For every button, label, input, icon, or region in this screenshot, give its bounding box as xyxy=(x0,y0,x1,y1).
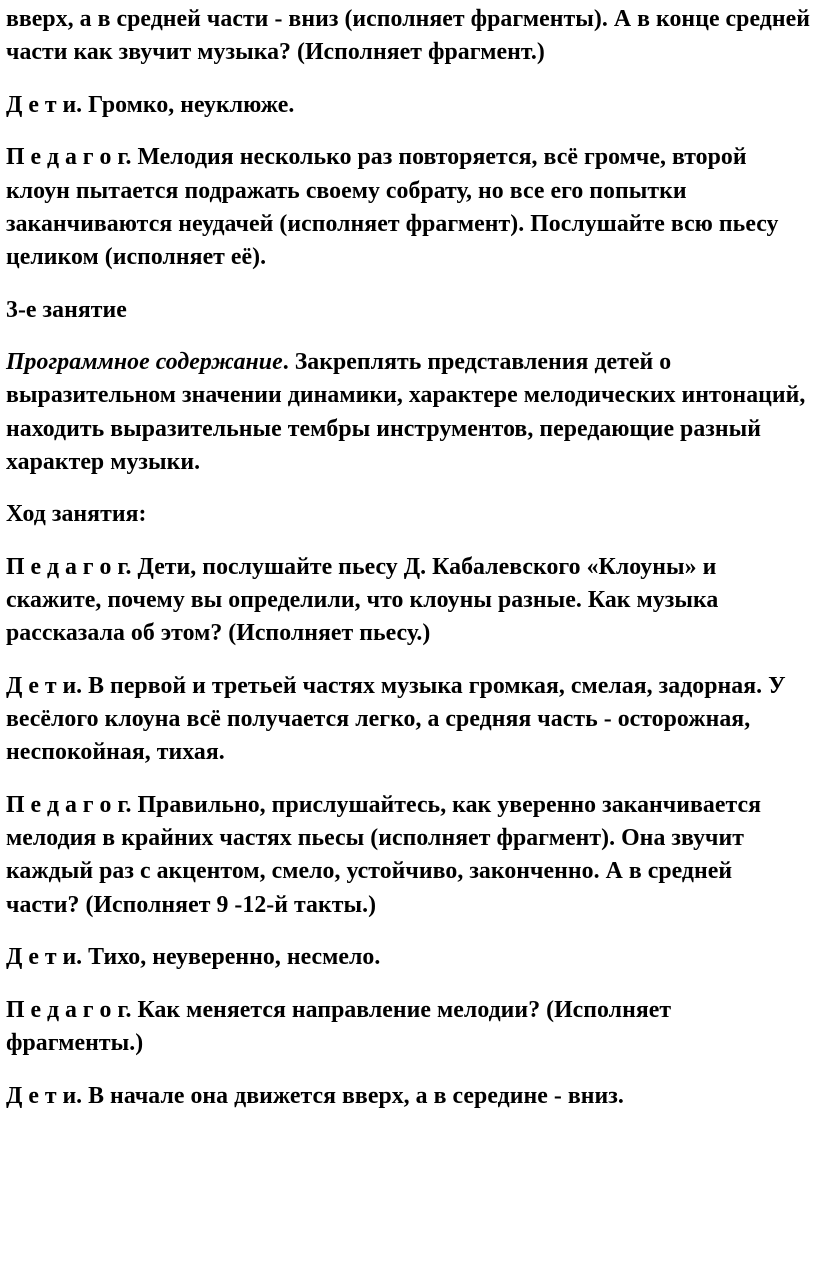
paragraph-text: В начале она движется вверх, а в середине - вниз. xyxy=(82,1082,624,1109)
paragraph-text: Мелодия несколько раз повторяется, всё громче, второй клоун пытается подражать своему собрату, но все его попытки заканчиваются неудачей (исполняет фрагмент). Послушайте всю пьесу целиком (исполняет её). xyxy=(6,144,779,270)
paragraph-3 xyxy=(6,141,810,274)
program-content-label: Программное содержание xyxy=(6,349,283,376)
paragraph-11 xyxy=(6,994,810,1060)
speaker-label: Д е т и. xyxy=(6,1082,83,1109)
paragraph-8 xyxy=(6,670,810,770)
speaker-label: Д е т и. xyxy=(6,91,83,118)
paragraph-text: Как меняется направление мелодии? (Исполняет фрагменты.) xyxy=(6,996,672,1056)
heading-text: 3-е занятие xyxy=(6,296,127,323)
speaker-label: Д е т и. xyxy=(6,944,83,971)
paragraph-program-content xyxy=(6,346,810,479)
paragraph-1 xyxy=(6,3,810,69)
speaker-label: П е д а г о г. xyxy=(6,996,132,1023)
heading-text: Ход занятия: xyxy=(6,501,147,528)
paragraph-7 xyxy=(6,551,810,651)
paragraph-2 xyxy=(6,89,810,122)
paragraph-text: вверх, а в средней части - вниз (исполняет фрагменты). А в конце средней части как звучит музыка? (Исполняет фрагмент.) xyxy=(6,6,810,66)
speaker-label: П е д а г о г. xyxy=(6,144,132,171)
paragraph-12 xyxy=(6,1080,810,1113)
speaker-label: П е д а г о г. xyxy=(6,791,132,818)
lesson-progress-heading xyxy=(6,498,810,531)
paragraph-10 xyxy=(6,941,810,974)
paragraph-text: В первой и третьей частях музыка громкая, смелая, задорная. У весёлого клоуна всё получается легко, а средняя часть - осторожная, неспокойная, тихая. xyxy=(6,672,786,766)
paragraph-text: Тихо, неуверенно, несмело. xyxy=(82,944,381,971)
paragraph-text: Дети, послушайте пьесу Д. Кабалевского «Клоуны» и скажите, почему вы определили, что клоуны разные. Как музыка рассказала об этом? (Исполняет пьесу.) xyxy=(6,553,719,647)
speaker-label: Д е т и. xyxy=(6,672,83,699)
speaker-label: П е д а г о г. xyxy=(6,553,132,580)
paragraph-text: Громко, неуклюже. xyxy=(82,91,295,118)
paragraph-text: Правильно, прислушайтесь, как уверенно заканчивается мелодия в крайних частях пьесы (исполняет фрагмент). Она звучит каждый раз с акцентом, смело, устойчиво, законченно. А в средней части? (Исполняет 9 -12-й такты.) xyxy=(6,791,762,918)
paragraph-9 xyxy=(6,789,810,922)
paragraph-text: . Закреплять представления детей о выразительном значении динамики, характере мелодических интонаций, находить выразительные тембры инструментов, передающие разный характер музыки. xyxy=(6,349,806,475)
lesson-heading xyxy=(6,294,810,327)
